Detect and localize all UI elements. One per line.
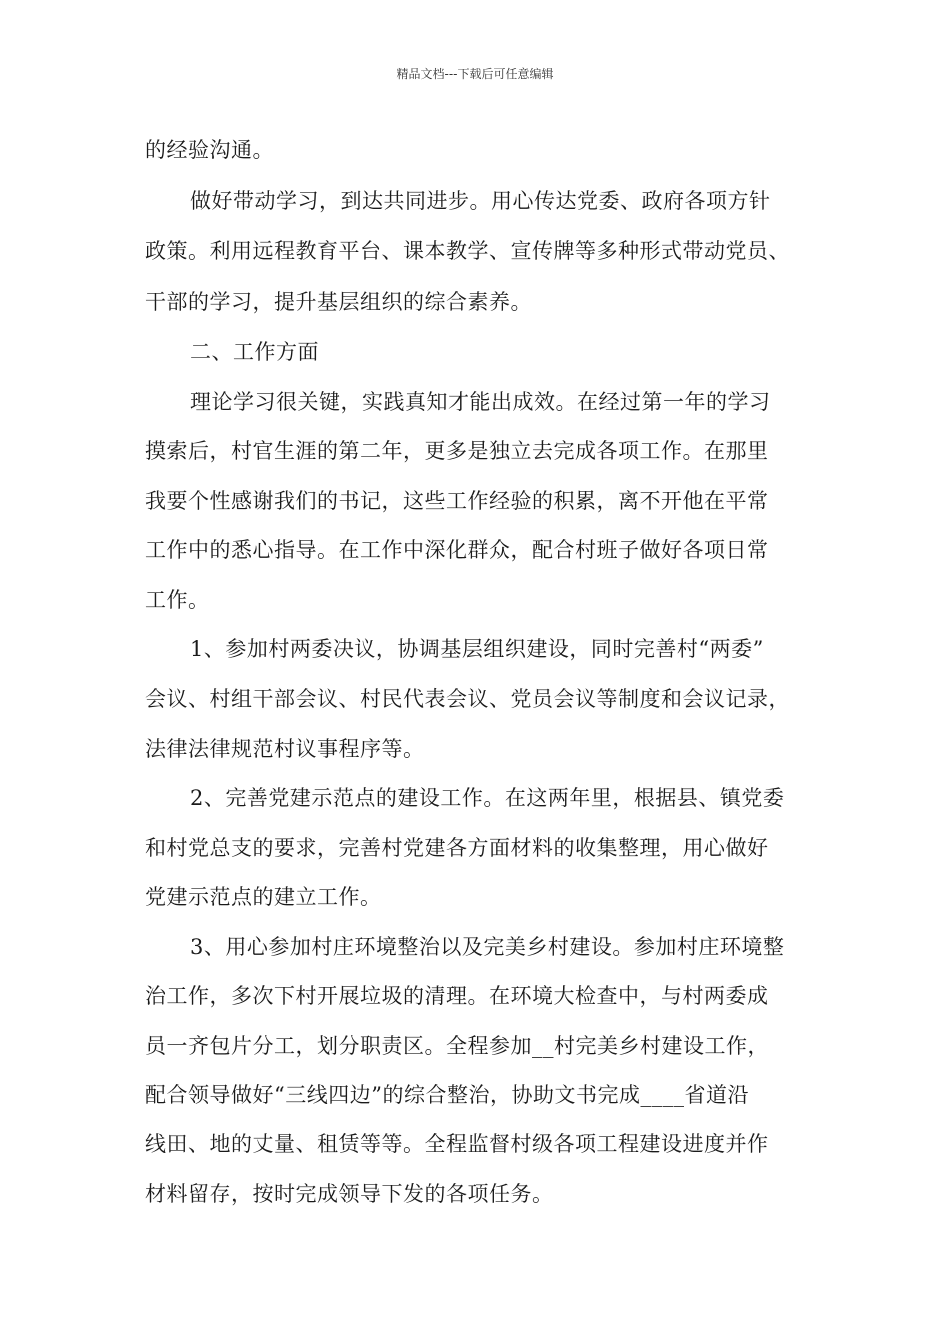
- text-line: 线田、地的丈量、租赁等等。全程监督村级各项工程建设进度并作: [145, 1132, 769, 1156]
- text-line: 2、完善党建示范点的建设工作。在这两年里，根据县、镇党委: [190, 786, 785, 810]
- text-line: 法律法律规范村议事程序等。: [145, 737, 425, 761]
- text-line: 我要个性感谢我们的书记，这些工作经验的积累，离不开他在平常: [145, 489, 769, 513]
- page-header: 精品文档---下载后可任意编辑: [396, 67, 554, 81]
- text-line: 会议、村组干部会议、村民代表会议、党员会议等制度和会议记录，: [145, 687, 790, 711]
- text-line: 配合领导做好“三线四边”的综合整治，协助文书完成____省道沿: [145, 1083, 749, 1107]
- text-line: 和村党总支的要求，完善村党建各方面材料的收集整理，用心做好: [145, 836, 769, 860]
- text-line: 做好带动学习，到达共同进步。用心传达党委、政府各项方针: [190, 189, 771, 213]
- text-line: 工作。: [145, 588, 210, 612]
- text-line: 材料留存，按时完成领导下发的各项任务。: [145, 1182, 554, 1206]
- text-line: 党建示范点的建立工作。: [145, 885, 382, 909]
- text-line: 理论学习很关键，实践真知才能出成效。在经过第一年的学习: [190, 390, 771, 414]
- text-line: 员一齐包片分工，划分职责区。全程参加__村完美乡村建设工作，: [145, 1034, 769, 1058]
- text-line: 1、参加村两委决议，协调基层组织建设，同时完善村“两委”: [190, 637, 764, 661]
- section-heading: 二、工作方面: [190, 340, 319, 364]
- text-line: 治工作，多次下村开展垃圾的清理。在环境大检查中，与村两委成: [145, 984, 769, 1008]
- text-line: 摸索后，村官生涯的第二年，更多是独立去完成各项工作。在那里: [145, 439, 769, 463]
- text-line: 的经验沟通。: [145, 138, 274, 162]
- text-line: 3、用心参加村庄环境整治以及完美乡村建设。参加村庄环境整: [190, 935, 785, 959]
- text-line: 工作中的悉心指导。在工作中深化群众，配合村班子做好各项日常: [145, 538, 769, 562]
- text-line: 干部的学习，提升基层组织的综合素养。: [145, 290, 532, 314]
- text-line: 政策。利用远程教育平台、课本教学、宣传牌等多种形式带动党员、: [145, 239, 790, 263]
